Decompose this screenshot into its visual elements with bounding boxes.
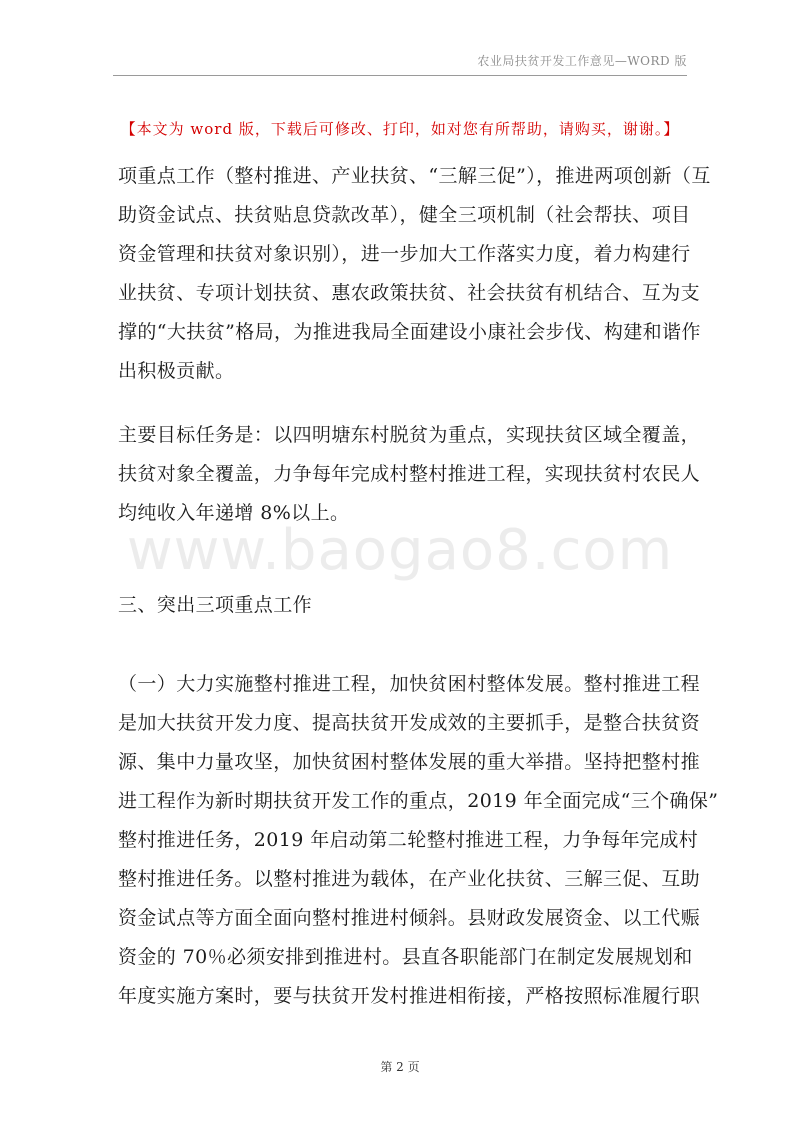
purchase-notice: 【本文为 word 版，下载后可修改、打印，如对您有所帮助，请购买，谢谢。】 — [120, 120, 680, 138]
paragraph-line: 项重点工作（整村推进、产业扶贫、“三解三促”），推进两项创新（互 — [118, 165, 711, 187]
paragraph-3 — [118, 665, 719, 1016]
paragraph-line: 主要目标任务是：以四明塘东村脱贫为重点，实现扶贫区域全覆盖， — [118, 424, 701, 446]
paragraph-line: 资金管理和扶贫对象识别），进一步加大工作落实力度，着力构建行 — [118, 243, 691, 265]
paragraph-line: 是加大扶贫开发力度、提高扶贫开发成效的主要抓手，是整合扶贫资 — [118, 712, 701, 734]
header-divider — [113, 75, 687, 76]
paragraph-line: 源、集中力量攻坚，加快贫困村整体发展的重大举措。坚持把整村推 — [118, 751, 701, 773]
paragraph-line: 资金的 70％必须安排到推进村。县直各职能部门在制定发展规划和 — [118, 946, 693, 968]
section-heading: 三、突出三项重点工作 — [118, 594, 313, 616]
paragraph-line: 年度实施方案时，要与扶贫开发村推进相衔接，严格按照标准履行职 — [118, 985, 701, 1007]
website-watermark: www.baogao8.com — [126, 518, 674, 583]
paragraph-line: 扶贫对象全覆盖，力争每年完成村整村推进工程，实现扶贫村农民人 — [118, 463, 701, 485]
paragraph-2-main-goals — [118, 416, 701, 533]
document-header-title: 农业局扶贫开发工作意见—WORD 版 — [477, 54, 687, 68]
page-number: 第 2 页 — [380, 1060, 420, 1074]
paragraph-line: 进工程作为新时期扶贫开发工作的重点，2019 年全面完成“三个确保” — [118, 790, 719, 812]
paragraph-line: 整村推进任务。以整村推进为载体，在产业化扶贫、三解三促、互助 — [118, 868, 701, 890]
paragraph-line: 整村推进任务，2019 年启动第二轮整村推进工程，力争每年完成村 — [118, 829, 699, 851]
paragraph-line: 资金试点等方面全面向整村推进村倾斜。县财政发展资金、以工代赈 — [118, 907, 701, 929]
paragraph-line: 业扶贫、专项计划扶贫、惠农政策扶贫、社会扶贫有机结合、互为支 — [118, 282, 701, 304]
paragraph-1 — [118, 157, 711, 391]
paragraph-line: 撑的“大扶贫”格局，为推进我局全面建设小康社会步伐、构建和谐作 — [118, 321, 701, 343]
paragraph-line: 均纯收入年递增 8%以上。 — [118, 502, 350, 524]
paragraph-line: 出积极贡献。 — [118, 360, 235, 382]
paragraph-line: （一）大力实施整村推进工程，加快贫困村整体发展。整村推进工程 — [118, 673, 701, 695]
paragraph-line: 助资金试点、扶贫贴息贷款改革），健全三项机制（社会帮扶、项目 — [118, 204, 691, 226]
